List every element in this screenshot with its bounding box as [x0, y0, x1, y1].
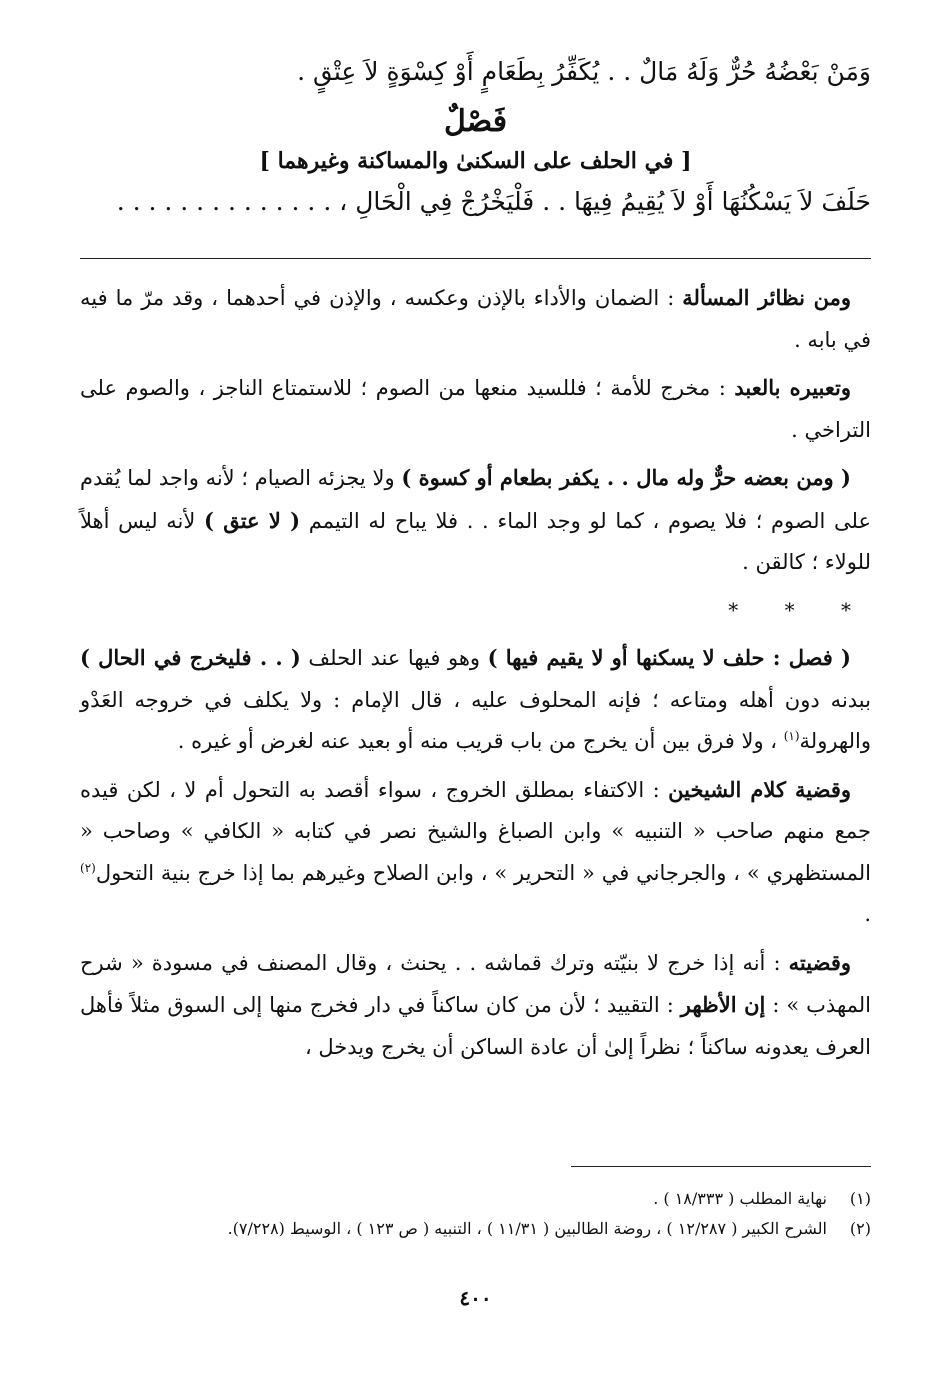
paragraph-4-text-2: ببدنه دون أهله ومتاعه ؛ فإنه المحلوف عليه ، قال الإمام : ولا يكلف في خروجه العَدْو والهرولة — [80, 687, 871, 753]
footnotes — [80, 1184, 871, 1244]
paragraph-2-text: : مخرج للأمة ؛ فللسيد منعها من الصوم ؛ للاستمتاع الناجز ، والصوم على التراخي . — [80, 376, 871, 442]
footnote-2-number: (٢) — [849, 1219, 871, 1238]
paragraph-4-lead: ( فصل : حلف لا يسكنها أو لا يقيم فيها ) — [487, 645, 851, 670]
paragraph-3-text: ولا يجزئه الصيام ؛ لأنه واجد لما يُقدم على الصوم ؛ فلا يصوم ، كما لو وجد الماء . . فلا يباح له التيمم — [80, 466, 871, 533]
commentary-body — [80, 277, 871, 1074]
paragraph-3-lead-2: ( لا عتق ) — [203, 507, 301, 533]
paragraph-4-text: وهو فيها عند الحلف — [308, 646, 488, 670]
matn-line-2-text: حَلَفَ لاَ يَسْكُنُهَا أَوْ لاَ يُقِيمُ فِيهَا . . فَلْيَخْرُجْ فِي الْحَالِ ، — [339, 187, 871, 216]
paragraph-6-lead: وقضيته — [788, 949, 851, 975]
paragraph-3-lead: ( ومن بعضه حرٌّ وله مال . . يكفر بطعام أو كسوة ) — [401, 465, 851, 490]
paragraph-3-text-2: لأنه ليس أهلاً للولاء ؛ كالقن . — [80, 508, 871, 574]
paragraph-5-text: : الاكتفاء بمطلق الخروج ، سواء أقصد به التحول أم لا ، لكن قيده جمع منهم صاحب « التنبيه » وابن الصباغ والشيخ نصر في كتابه « الكافي » وصاحب « المستظهري » ، والجرجاني في « التحرير » ، وابن الصلاح وغيرهم بما إذا خرج بنية التحول — [80, 777, 871, 885]
paragraph-1-lead: ومن نظائر المسألة — [682, 285, 852, 310]
footnote-separator — [571, 1166, 871, 1167]
paragraph-1-text: : الضمان والأداء بالإذن وعكسه ، والإذن في أحدهما ، وقد مرّ ما فيه في بابه . — [80, 286, 871, 352]
matn-separator — [80, 258, 871, 259]
paragraph-4-lead-2: ( . . فليخرج في الحال ) — [80, 645, 301, 670]
footnote-ref-2[interactable]: (٢) — [80, 860, 96, 875]
paragraph-5-lead: وقضية كلام الشيخين — [668, 776, 851, 802]
matn-line-1: وَمَنْ بَعْضُهُ حُرٌّ وَلَهُ مَالٌ . . يُكَفِّرُ بِطَعَامٍ أَوْ كِسْوَةٍ لاَ عِتْقٍ . — [297, 57, 871, 86]
paragraph-5 — [80, 769, 871, 936]
paragraph-6-lead-2: إن الأظهر — [680, 992, 766, 1017]
footnote-2-text: الشرح الكبير ( ١٢/٢٨٧ ) ، روضة الطالبين ( ١١/٣١ ) ، التنبيه ( ص ١٢٣ ) ، الوسيط (٧/٢٢٨). — [227, 1219, 827, 1238]
footnote-1-text: نهاية المطلب ( ١٨/٣٣٣ ) . — [653, 1189, 827, 1208]
footnote-1-number: (١) — [849, 1189, 871, 1208]
footnote-2 — [80, 1214, 871, 1244]
paragraph-4 — [80, 637, 871, 763]
section-subtitle: [ في الحلف على السكنىٰ والمساكنة وغيرهما ] — [259, 148, 692, 174]
paragraph-2-lead: وتعبيره بالعبد — [734, 375, 851, 400]
paragraph-2 — [80, 367, 871, 451]
footnote-ref-1[interactable]: (١) — [783, 729, 800, 743]
paragraph-6 — [80, 942, 871, 1069]
section-divider-stars: * * * — [728, 597, 871, 622]
paragraph-1 — [80, 277, 871, 361]
fasl-heading: فَصْلٌ — [443, 104, 508, 139]
book-page — [80, 0, 871, 1376]
paragraph-6-text-2: : التقييد ؛ لأن من كان ساكناً في دار فخرج منها إلى السوق مثلاً فأهل العرف يعدونه ساكناً ؛ نظراً إلىٰ أن عادة الساكن أن يخرج ويدخل ، — [80, 993, 871, 1059]
matn-line-2 — [80, 182, 871, 222]
paragraph-3 — [80, 457, 871, 584]
paragraph-6-text: : أنه إذا خرج لا بنيّته وترك قماشه . . يحنث ، وقال المصنف في مسودة « شرح المهذب » : — [80, 950, 871, 1017]
paragraph-4-text-3: ، ولا فرق بين أن يخرج من باب قريب منه أو بعيد عنه لغرض أو غيره . — [177, 729, 784, 753]
paragraph-5-text-2: . — [864, 902, 871, 926]
matn-dots: . . . . . . . . . . . . . . — [116, 187, 332, 216]
footnote-1 — [80, 1184, 871, 1214]
page-number: ٤٠٠ — [459, 1286, 492, 1310]
